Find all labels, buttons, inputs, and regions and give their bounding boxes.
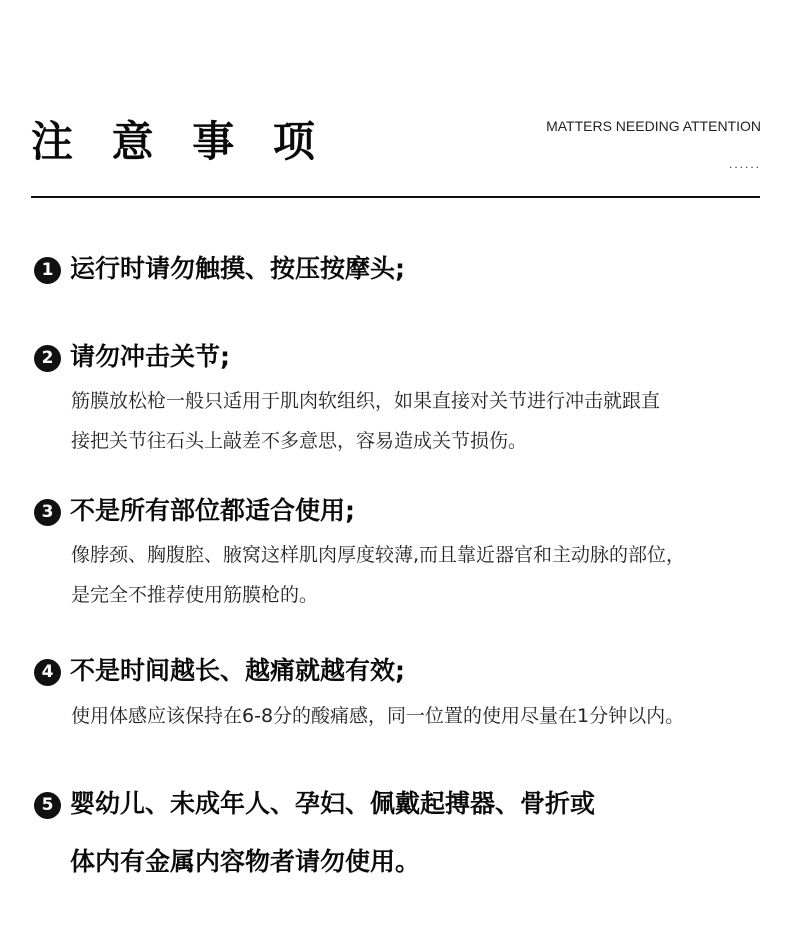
item-title: 请勿冲击关节; [70, 342, 230, 371]
item-body-line: 筋膜放松枪一般只适用于肌肉软组织，如果直接对关节进行冲击就跟直 [71, 390, 661, 412]
item-body-line: 接把关节往石头上敲差不多意思，容易造成关节损伤。 [71, 430, 528, 452]
item-body-line: 像脖颈、胸腹腔、腋窝这样肌肉厚度较薄,而且靠近器官和主动脉的部位， [71, 544, 686, 566]
item-body-line: 使用体感应该保持在6-8分的酸痛感，同一位置的使用尽量在1分钟以内。 [71, 705, 685, 727]
item-number-badge: 2 [34, 345, 61, 372]
subtitle-dots: ...... [728, 157, 761, 171]
item-number-badge: 3 [34, 499, 61, 526]
item-title: 体内有金属内容物者请勿使用。 [70, 847, 421, 876]
item-title: 不是时间越长、越痛就越有效; [70, 656, 405, 685]
page-title: 注 意 事 项 [31, 117, 327, 166]
item-body-line: 是完全不推荐使用筋膜枪的。 [71, 584, 319, 606]
item-number-badge: 1 [34, 257, 61, 284]
header-divider [31, 196, 760, 198]
item-number-badge: 5 [34, 792, 61, 819]
item-title: 不是所有部位都适合使用; [70, 496, 355, 525]
page-subtitle: MATTERS NEEDING ATTENTION [546, 118, 761, 134]
item-title: 婴幼儿、未成年人、孕妇、佩戴起搏器、骨折或 [70, 789, 596, 818]
item-number-badge: 4 [34, 659, 61, 686]
item-title: 运行时请勿触摸、按压按摩头; [70, 254, 405, 283]
